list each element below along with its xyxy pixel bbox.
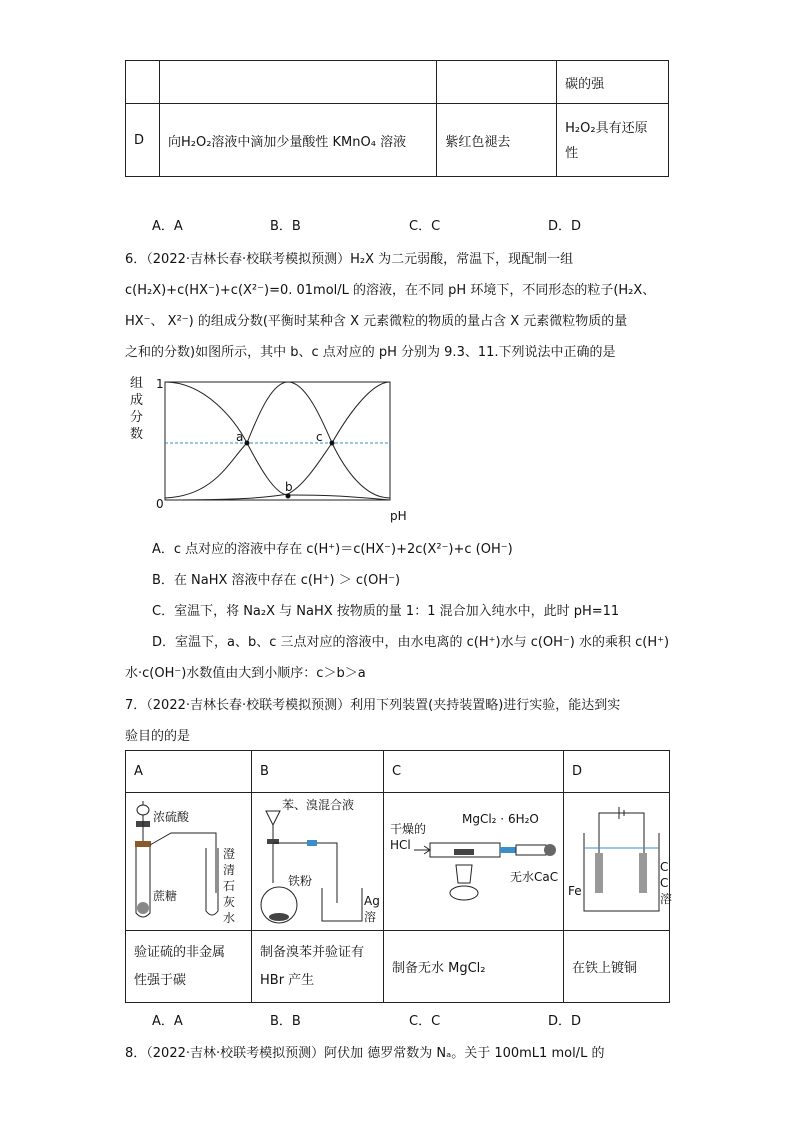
table-row xyxy=(126,931,670,1003)
graph-ylabel xyxy=(130,376,143,442)
option-b[interactable]: B．B xyxy=(270,219,301,234)
cell-label xyxy=(126,61,160,104)
table-row xyxy=(126,751,670,793)
label-limewater: 灰 xyxy=(223,895,236,909)
purpose-a xyxy=(126,931,252,1003)
ylabel-char: 分 xyxy=(130,410,144,425)
dropping-funnel xyxy=(137,805,149,815)
cell-operation xyxy=(159,61,436,104)
delivery-tube xyxy=(273,843,337,903)
drying-tube xyxy=(516,845,546,855)
label-fe: Fe xyxy=(568,884,582,898)
x-axis-label: pH xyxy=(390,509,407,523)
stopper xyxy=(135,841,151,847)
beaker xyxy=(322,888,362,921)
ylabel-char: 成 xyxy=(130,393,144,408)
label-iron: 铁粉 xyxy=(288,874,313,888)
ylabel-char: 组 xyxy=(130,376,144,391)
point-b-dot xyxy=(286,494,291,499)
table-row xyxy=(126,793,670,931)
purpose-line: HBr 产生 xyxy=(260,972,315,988)
alcohol-lamp xyxy=(450,886,478,900)
label-cu: C xyxy=(660,876,669,890)
point-b-label: b xyxy=(285,480,293,494)
option-b[interactable]: B．B xyxy=(270,1014,301,1029)
label-benzene: 苯、溴混合液 xyxy=(282,798,355,812)
label-limewater: 石 xyxy=(223,879,236,893)
figure-a-cell xyxy=(126,793,252,931)
conclusion-line: H₂O₂具有还原 xyxy=(565,121,648,136)
q6-stem-line: 6．（2022·吉林长春·校联考模拟预测）H₂X 为二元弱酸，常温下，现配制一组 xyxy=(125,252,574,267)
cu-electrode xyxy=(639,853,647,893)
label-cu: C xyxy=(660,860,669,874)
cell-phenomenon xyxy=(437,61,557,104)
q6-option-d[interactable]: D．室温下，a、b、c 三点对应的溶液中，由水电离的 c(H⁺)水与 c(OH⁻) 水的乘积 c(H⁺) xyxy=(152,635,670,650)
conclusion-line: 性 xyxy=(565,146,579,161)
cell-label: D xyxy=(126,104,160,177)
cell-operation: 向H₂O₂溶液中滴加少量酸性 KMnO₄ 溶液 xyxy=(159,104,436,177)
point-a-dot xyxy=(245,441,250,446)
tube-connector xyxy=(500,847,516,853)
q6-stem-line: HX⁻、 X²⁻) 的组成分数(平衡时某种含 X 元素微粒的物质的量占含 X 元素微粒物质的量 xyxy=(125,314,628,329)
q6-option-d-cont: 水·c(OH⁻)水数值由大到小顺序：c＞b＞a xyxy=(125,666,366,681)
header-c: C xyxy=(384,751,564,793)
fe-electrode xyxy=(595,853,603,893)
option-a[interactable]: A．A xyxy=(152,1014,183,1029)
label-limewater: 水 xyxy=(223,911,236,925)
header-a: A xyxy=(126,751,252,793)
curve-h2x xyxy=(165,382,390,500)
q8-stem-line: 8．（2022·吉林·校联考模拟预测）阿伏加 德罗常数为 Nₐ。关于 100mL1 mol/L 的 xyxy=(125,1046,605,1061)
q6-option-b[interactable]: B．在 NaHX 溶液中存在 c(H⁺) ＞ c(OH⁻) xyxy=(152,573,401,588)
label-cacl2: 无水CaC xyxy=(510,870,559,884)
label-hcl: HCl xyxy=(390,838,411,852)
purpose-line: 验证硫的非金属 xyxy=(134,944,226,960)
q7-stem-line: 验目的的是 xyxy=(125,729,191,744)
figure-d-cell xyxy=(564,793,673,931)
apparatus-d-figure xyxy=(564,793,673,926)
label-mgcl2: MgCl₂ · 6H₂O xyxy=(462,812,539,826)
table-row xyxy=(126,61,669,104)
apparatus-a-figure xyxy=(126,793,251,926)
option-a[interactable]: A．A xyxy=(152,219,183,234)
header-d: D xyxy=(564,751,670,793)
apparatus-c-figure xyxy=(384,793,563,926)
cell-conclusion xyxy=(557,104,669,177)
option-d[interactable]: D．D xyxy=(548,1014,582,1029)
ylabel-char: 数 xyxy=(130,427,144,442)
curve-x2 xyxy=(165,382,390,500)
options-table-top xyxy=(125,60,669,177)
table-row xyxy=(126,104,669,177)
figure-b-cell xyxy=(252,793,384,931)
purpose-d: 在铁上镀铜 xyxy=(564,931,670,1003)
curve-hx xyxy=(165,382,390,498)
option-c[interactable]: C．C xyxy=(409,219,441,234)
y-tick-bottom: 0 xyxy=(156,497,164,511)
purpose-b xyxy=(252,931,384,1003)
apparatus-b-figure xyxy=(252,793,383,926)
q6-stem-line: 之和的分数)如图所示，其中 b、c 点对应的 pH 分别为 9.3、11.下列说法中正确的是 xyxy=(125,345,616,360)
point-c-label: c xyxy=(316,430,323,444)
q6-stem-line: c(H₂X)+c(HX⁻)+c(X²⁻)=0. 01mol/L 的溶液，在不同 pH 环境下，不同形态的粒子(H₂X、 xyxy=(125,283,656,298)
label-ag: Ag xyxy=(364,894,380,908)
sugar-fill xyxy=(137,902,149,914)
sample xyxy=(454,849,474,855)
plot-frame xyxy=(165,382,390,500)
circuit-wire xyxy=(599,813,644,853)
iron-powder xyxy=(269,913,289,921)
option-c[interactable]: C．C xyxy=(409,1014,441,1029)
q6-option-a[interactable]: A．c 点对应的溶液中存在 c(H⁺)＝c(HX⁻)+2c(X²⁻)+c (OH⁻) xyxy=(152,542,513,557)
label-solution: 溶 xyxy=(364,910,377,924)
option-d[interactable]: D．D xyxy=(548,219,582,234)
tube-connector xyxy=(307,840,317,846)
y-tick-top: 1 xyxy=(156,377,164,391)
separatory-funnel xyxy=(266,811,280,825)
label-dry: 干燥的 xyxy=(390,822,427,836)
fraction-graph xyxy=(125,370,425,525)
figure-c-cell xyxy=(384,793,564,931)
label-sugar: 蔗糖 xyxy=(153,889,178,903)
point-c-dot xyxy=(330,441,335,446)
cell-phenomenon: 紫红色褪去 xyxy=(437,104,557,177)
apparatus-table xyxy=(125,750,673,1003)
purpose-line: 性强于碳 xyxy=(134,972,187,988)
point-a-label: a xyxy=(236,430,244,444)
cell-conclusion: 碳的强 xyxy=(557,61,669,104)
q7-stem-line: 7．（2022·吉林长春·校联考模拟预测）利用下列装置(夹持装置略)进行实验，能达到实 xyxy=(125,698,621,713)
label-conc-acid: 浓硫酸 xyxy=(153,810,190,824)
label-limewater: 清 xyxy=(223,863,236,877)
purpose-c: 制备无水 MgCl₂ xyxy=(384,931,564,1003)
label-solution: 溶 xyxy=(660,892,673,906)
drying-bulb xyxy=(544,844,556,856)
label-limewater: 澄 xyxy=(223,847,236,861)
q6-option-c[interactable]: C．室温下，将 Na₂X 与 NaHX 按物质的量 1：1 混合加入纯水中，此时 pH=11 xyxy=(152,604,620,619)
purpose-line: 制备溴苯并验证有 xyxy=(260,944,365,960)
header-b: B xyxy=(252,751,384,793)
alcohol-lamp-flame xyxy=(456,865,472,883)
